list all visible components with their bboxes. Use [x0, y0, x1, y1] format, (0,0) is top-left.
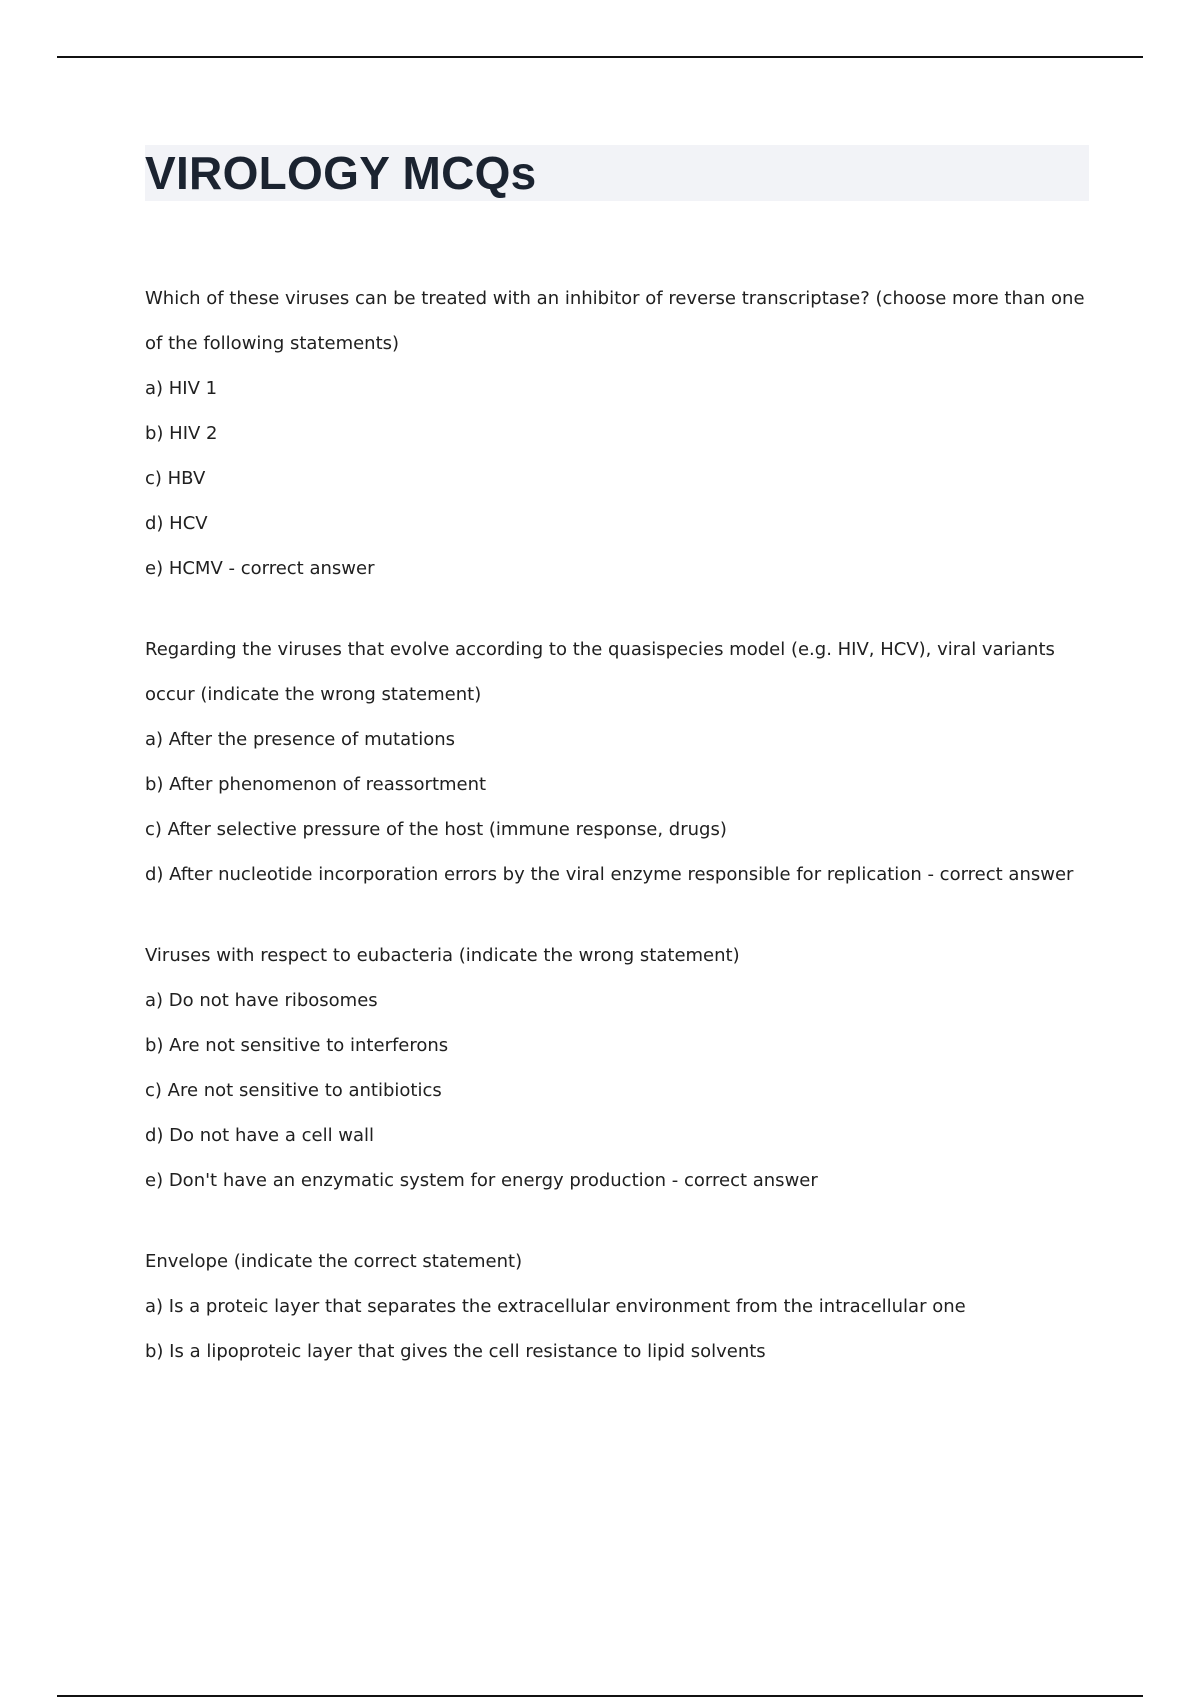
option-list: [145, 1284, 1095, 1374]
question-4: [145, 1239, 1095, 1374]
option-item: b) After phenomenon of reassortment: [145, 774, 487, 795]
option-item: a) HIV 1: [145, 378, 218, 399]
option-list: [145, 366, 1095, 591]
option-item: a) After the presence of mutations: [145, 729, 455, 750]
option-item: a) Do not have ribosomes: [145, 990, 378, 1011]
option-item: b) HIV 2: [145, 423, 218, 444]
question-stem: Envelope (indicate the correct statement): [145, 1251, 523, 1272]
option-list: [145, 717, 1095, 897]
option-item: c) HBV: [145, 468, 206, 489]
option-item: d) HCV: [145, 513, 208, 534]
option-item: b) Is a lipoproteic layer that gives the cell resistance to lipid solvents: [145, 1341, 766, 1362]
question-stem: Viruses with respect to eubacteria (indicate the wrong statement): [145, 945, 740, 966]
option-list: [145, 978, 1095, 1203]
option-item: d) After nucleotide incorporation errors by the viral enzyme responsible for replication - correct answer: [145, 864, 1074, 885]
question-3: [145, 933, 1095, 1203]
question-list: [145, 284, 1095, 1374]
option-item: b) Are not sensitive to interferons: [145, 1035, 449, 1056]
bottom-rule: [57, 1695, 1143, 1697]
question-stem: Regarding the viruses that evolve according to the quasispecies model (e.g. HIV, HCV), viral variants occur (indicate the wrong statement): [145, 639, 1055, 705]
option-item: e) Don't have an enzymatic system for energy production - correct answer: [145, 1170, 818, 1191]
option-item: c) Are not sensitive to antibiotics: [145, 1080, 442, 1101]
question-1: [145, 276, 1095, 591]
option-item: d) Do not have a cell wall: [145, 1125, 375, 1146]
option-item: a) Is a proteic layer that separates the extracellular environment from the intracellular one: [145, 1296, 966, 1317]
document-title: VIROLOGY MCQs: [145, 147, 537, 199]
top-rule: [57, 56, 1143, 58]
question-stem: Which of these viruses can be treated with an inhibitor of reverse transcriptase? (choose more than one of the following statements): [145, 288, 1085, 354]
option-item: c) After selective pressure of the host (immune response, drugs): [145, 819, 727, 840]
option-item: e) HCMV - correct answer: [145, 558, 375, 579]
question-2: [145, 627, 1095, 897]
